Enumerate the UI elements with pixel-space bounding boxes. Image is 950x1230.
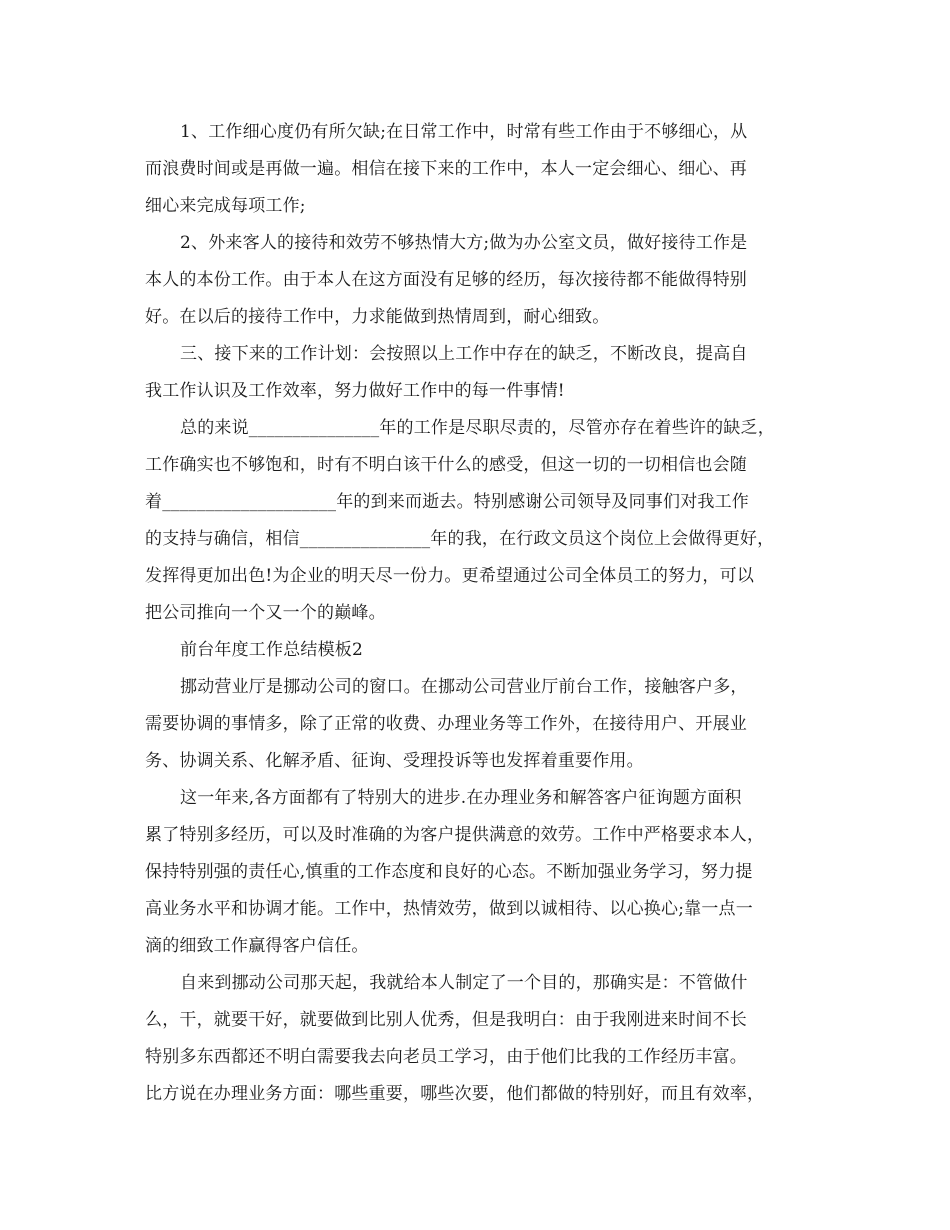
text-line: 把公司推向一个又一个的巅峰。 [145, 603, 386, 623]
text-line: 这一年来,各方面都有了特别大的进步.在办理业务和解答客户征询题方面积 [180, 788, 742, 808]
text-line: 三、接下来的工作计划：会按照以上工作中存在的缺乏，不断改良，提高自 [180, 344, 748, 364]
text-line: 么，干，就要干好，就要做到比别人优秀，但是我明白：由于我刚进来时间不长 [145, 1010, 747, 1030]
text-line: 自来到挪动公司那天起，我就给本人制定了一个目的，那确实是：不管做什 [180, 973, 748, 993]
text-line: 需要协调的事情多，除了正常的收费、办理业务等工作外，在接待用户、开展业 [145, 714, 747, 734]
text-line: 着____________________年的到来而逝去。特别感谢公司领导及同事们对我工作 [145, 492, 749, 512]
text-line: 细心来完成每项工作; [145, 196, 306, 216]
text-line: 我工作认识及工作效率，努力做好工作中的每一件事情! [145, 381, 565, 401]
text-line: 总的来说_______________年的工作是尽职尽责的，尽管亦存在着些许的缺乏， [180, 418, 775, 438]
text-line: 比方说在办理业务方面：哪些重要，哪些次要，他们都做的特别好，而且有效率， [145, 1084, 765, 1104]
text-line: 工作确实也不够饱和，时有不明白该干什么的感受，但这一切的一切相信也会随 [145, 455, 747, 475]
text-line: 保持特别强的责任心,慎重的工作态度和良好的心态。不断加强业务学习，努力提 [145, 862, 753, 882]
text-line: 本人的本份工作。由于本人在这方面没有足够的经历，每次接待都不能做得特别 [145, 270, 747, 290]
text-line: 高业务水平和协调才能。工作中，热情效劳，做到以诚相待、以心换心;靠一点一 [145, 899, 753, 919]
text-line: 发挥得更加出色!为企业的明天尽一份力。更希望通过公司全体员工的努力，可以 [145, 566, 755, 586]
text-line: 而浪费时间或是再做一遍。相信在接下来的工作中，本人一定会细心、细心、再 [145, 159, 747, 179]
text-line: 滴的细致工作赢得客户信任。 [145, 936, 369, 956]
text-line: 好。在以后的接待工作中，力求能做到热情周到，耐心细致。 [145, 307, 610, 327]
text-line: 特别多东西都还不明白需要我去向老员工学习，由于他们比我的工作经历丰富。 [145, 1047, 747, 1067]
text-line: 挪动营业厅是挪动公司的窗口。在挪动公司营业厅前台工作，接触客户多， [180, 677, 748, 697]
text-line: 的支持与确信，相信_______________年的我，在行政文员这个岗位上会做得更好， [145, 529, 775, 549]
text-line: 累了特别多经历，可以及时准确的为客户提供满意的效劳。工作中严格要求本人， [145, 825, 765, 845]
text-line: 务、协调关系、化解矛盾、征询、受理投诉等也发挥着重要作用。 [145, 751, 644, 771]
text-line: 2、外来客人的接待和效劳不够热情大方;做为办公室文员，做好接待工作是 [180, 233, 748, 253]
text-line: 1、工作细心度仍有所欠缺;在日常工作中，时常有些工作由于不够细心，从 [180, 122, 748, 142]
section-title: 前台年度工作总结模板2 [180, 640, 364, 660]
